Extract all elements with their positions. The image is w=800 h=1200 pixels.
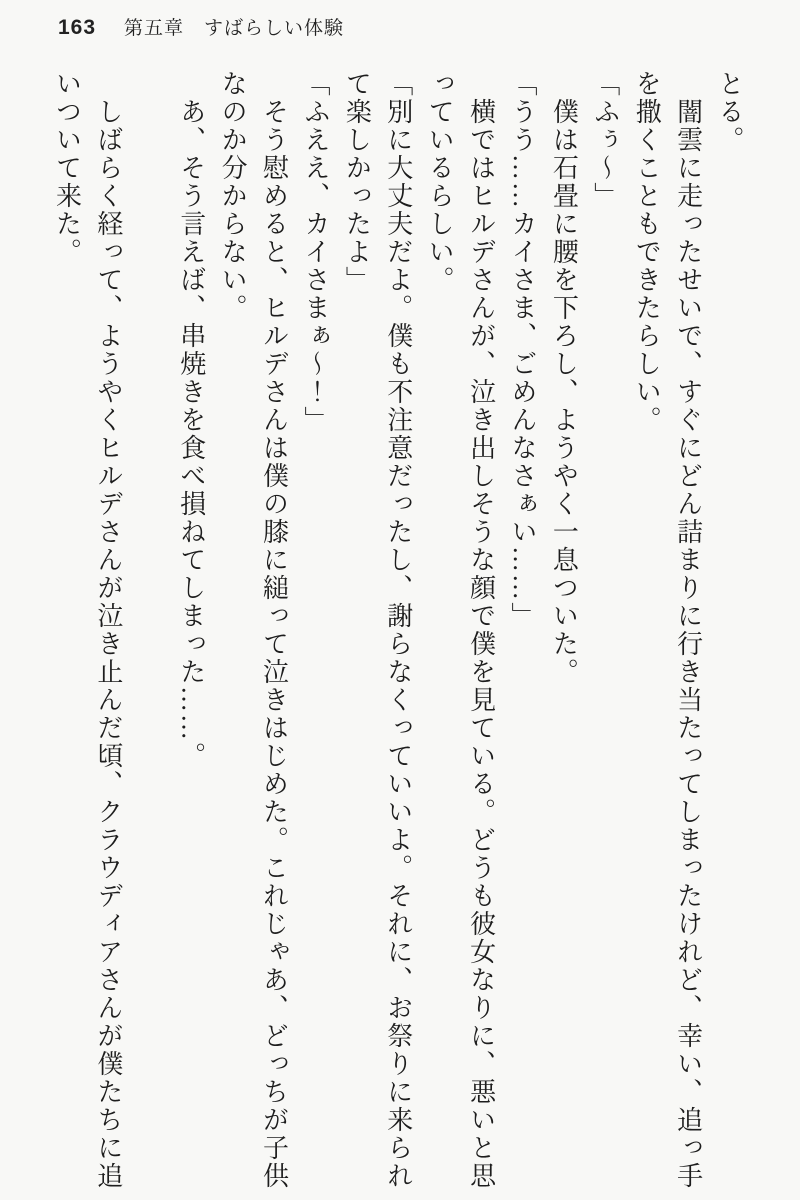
text-line: そう慰めると、ヒルデさんは僕の膝に縋って泣きはじめた。これじゃあ、どっちが子供 (259, 70, 289, 1190)
text-line: て楽しかったよ」 (342, 70, 372, 294)
text-line: 「別に大丈夫だよ。僕も不注意だったし、謝らなくっていいよ。それに、お祭りに来られ (383, 70, 413, 1190)
body-text (46, 70, 750, 1196)
text-line: 闇雲に走ったせいで、すぐにどん詰まりに行き当たってしまったけれど、幸い、追っ手 (673, 70, 703, 1190)
text-line: を撒くこともできたらしい。 (632, 70, 662, 434)
text-line: 横ではヒルデさんが、泣き出しそうな顔で僕を見ている。どうも彼女なりに、悪いと思 (466, 70, 496, 1190)
text-line: 「うう……カイさま、ごめんなさぁい……」 (507, 70, 537, 630)
text-line: なのか分からない。 (218, 70, 248, 322)
chapter-title: 第五章 すばらしい体験 (124, 18, 345, 39)
text-line: 「ふええ、カイさまぁ〜！」 (300, 70, 330, 434)
running-head (58, 13, 344, 40)
page-number: 163 (58, 16, 97, 39)
text-line: しばらく経って、ようやくヒルデさんが泣き止んだ頃、クラウディアさんが僕たちに追 (93, 70, 123, 1190)
blank-line (129, 70, 170, 1196)
text-line: いついて来た。 (52, 70, 82, 266)
text-line: あ、そう言えば、串焼きを食べ損ねてしまった……。 (176, 70, 206, 770)
text-line: 僕は石畳に腰を下ろし、ようやく一息ついた。 (549, 70, 579, 686)
text-line: とる。 (715, 70, 744, 154)
text-line: っているらしい。 (425, 70, 455, 294)
text-line: 「ふぅ〜」 (590, 70, 620, 210)
